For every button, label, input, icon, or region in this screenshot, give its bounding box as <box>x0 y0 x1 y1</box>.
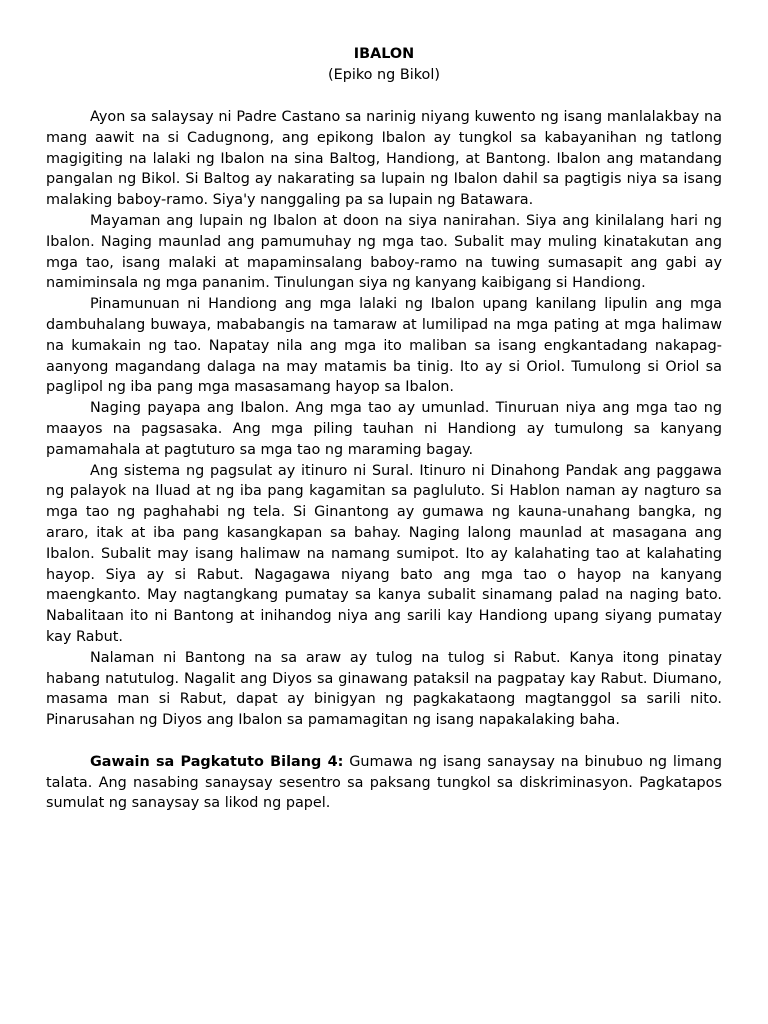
activity-label: Gawain sa Pagkatuto Bilang 4: <box>90 753 344 770</box>
paragraph-6: Nalaman ni Bantong na sa araw ay tulog na tulog si Rabut. Kanya itong pinatay habang natutulog. Nagalit ang Diyos sa ginawang pataksil na pagpatay kay Rabut. Diumano, masama man si Rabut, dapat ay binigyan ng pagkakataong magtanggol sa sarili nito. Pinarusahan ng Diyos ang Ibalon sa pamamagitan ng isang napakalaking baha. <box>46 649 722 729</box>
activity-text: Gumawa ng isang sanaysay na binubuo ng limang talata. Ang nasabing sanaysay sesentro sa paksang tungkol sa diskriminasyon. Pagkatapos sumulat ng sanaysay sa likod ng papel. <box>46 753 722 812</box>
paragraph-4: Naging payapa ang Ibalon. Ang mga tao ay umunlad. Tinuruan niya ang mga tao ng maayos na pagsasaka. Ang mga piling tauhan ni Handiong ay tumulong sa kanyang pamamahala at pagtuturo sa mga tao ng maraming bagay. <box>46 400 722 458</box>
activity-instruction <box>46 752 722 814</box>
document-subtitle: (Epiko ng Bikol) <box>328 67 440 83</box>
paragraph-3: Pinamunuan ni Handiong ang mga lalaki ng Ibalon upang kanilang lipulin ang mga dambuhalang buwaya, mababangis na tamaraw at lumilipad na mga pating at mga halimaw na kumakain ng tao. Napatay nila ang mga ito maliban sa isang engkantadang nakapag-aanyong magandang dalaga na may matamis ba tinig. Ito ay si Oriol. Tumulong si Oriol sa paglipol ng iba pang mga masasamang hayop sa Ibalon. <box>46 296 722 396</box>
document-title: IBALON <box>353 46 415 62</box>
paragraph-2: Mayaman ang lupain ng Ibalon at doon na siya nanirahan. Siya ang kinilalang hari ng Ibalon. Naging maunlad ang pamumuhay ng mga tao. Subalit may muling kinatakutan ang mga tao, isang malaki at mapaminsalang baboy-ramo na tuwing sumasapit ang gabi ay namiminsala ng mga pananim. Tinulungan siya ng kanyang kaibigang si Handiong. <box>46 212 722 292</box>
paragraph-1: Ayon sa salaysay ni Padre Castano sa narinig niyang kuwento ng isang manlalakbay na mang aawit na si Cadugnong, ang epikong Ibalon ay tungkol sa kabayanihan ng tatlong magigiting na lalaki ng Ibalon na sina Baltog, Handiong, at Bantong. Ibalon ang matandang pangalan ng Bikol. Si Baltog ay nakarating sa lupain ng Ibalon dahil sa pagtigis niya sa isang malaking baboy-ramo. Siya'y nanggaling pa sa lupain ng Batawara. <box>46 109 722 209</box>
paragraph-5: Ang sistema ng pagsulat ay itinuro ni Sural. Itinuro ni Dinahong Pandak ang paggawa ng palayok na Iluad at ng iba pang kagamitan sa pagluluto. Si Hablon naman ay nagturo sa mga tao ng paghahabi ng tela. Si Ginantong ay gumawa ng kauna-unahang bangka, ng araro, itak at iba pang kasangkapan sa bahay. Naging lalong maunlad at masagana ang Ibalon. Subalit may isang halimaw na namang sumipot. Ito ay kalahating tao at kalahating hayop. Siya ay si Rabut. Nagagawa niyang bato ang mga tao o hayop na kanyang maengkanto. May nagtangkang pumatay sa kanya subalit sinamang palad na naging bato. Nabalitaan ito ni Bantong at inihandog niya ang sarili kay Handiong upang siyang pumatay kay Rabut. <box>46 462 722 645</box>
